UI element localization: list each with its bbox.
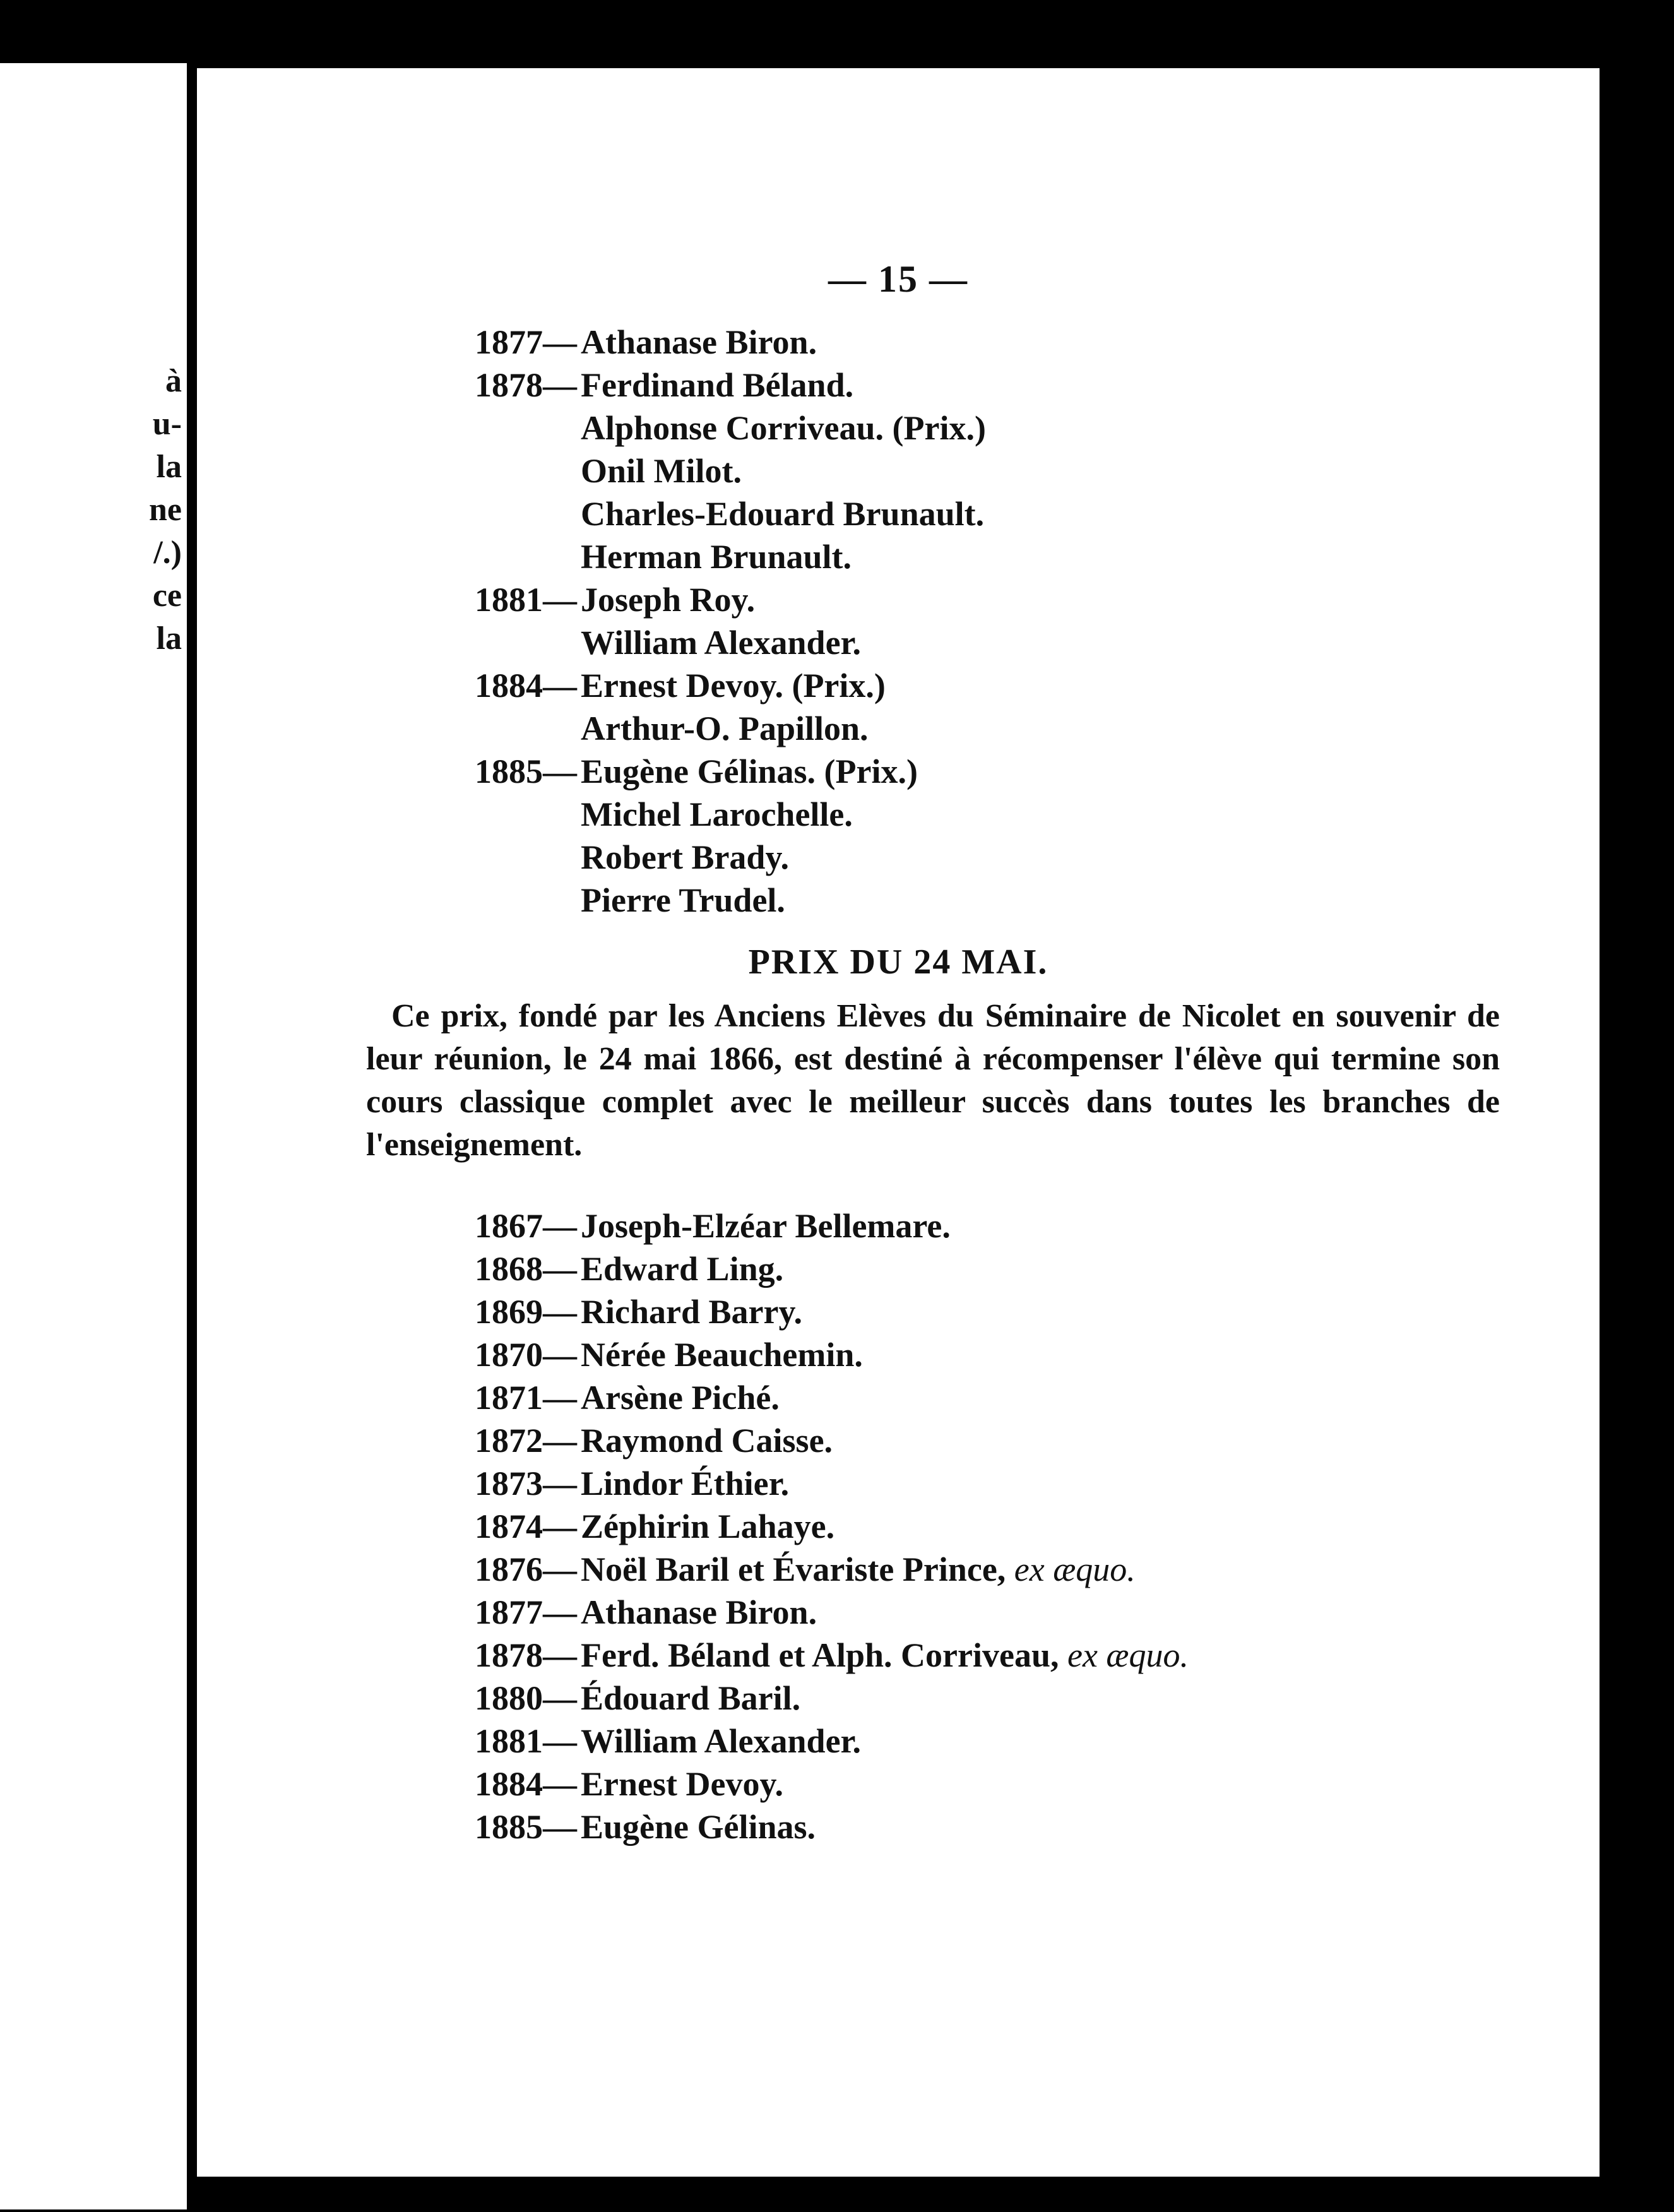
page-number: — 15 — xyxy=(828,258,968,300)
document-page xyxy=(197,68,1600,2177)
list-item xyxy=(475,1591,1189,1634)
list-year: 1876— xyxy=(475,1550,577,1588)
list-year: 1884— xyxy=(475,1765,577,1803)
list-item xyxy=(475,1247,1189,1290)
list-item xyxy=(475,1333,1189,1376)
scan-border xyxy=(1600,0,1674,2212)
list-year: 1870— xyxy=(475,1336,577,1374)
list-item xyxy=(475,793,986,836)
prev-page-fragment: à xyxy=(165,363,182,399)
list-name: Joseph Roy. xyxy=(581,581,756,619)
list-item xyxy=(475,535,986,578)
list-item xyxy=(475,664,986,707)
list-name: Raymond Caisse. xyxy=(581,1422,833,1460)
list-item xyxy=(475,1376,1189,1419)
list-item xyxy=(475,1763,1189,1805)
list-item xyxy=(475,1720,1189,1763)
list-year: 1868— xyxy=(475,1250,577,1288)
list-name: Eugène Gélinas. (Prix.) xyxy=(581,752,918,790)
list-item xyxy=(475,364,986,407)
prev-page-fragment: u- xyxy=(152,406,182,442)
prev-page-fragment: ne xyxy=(149,492,182,528)
list-name: Ferd. Béland et Alph. Corriveau, xyxy=(581,1636,1067,1674)
list-name: Nérée Beauchemin. xyxy=(581,1336,863,1374)
list-name: Richard Barry. xyxy=(581,1293,802,1331)
list-year: 1880— xyxy=(475,1679,577,1717)
list-name: Edward Ling. xyxy=(581,1250,784,1288)
list-year: 1878— xyxy=(475,366,577,404)
list-year: 1869— xyxy=(475,1293,577,1331)
list-name: William Alexander. xyxy=(581,1722,862,1760)
list-item xyxy=(475,621,986,664)
list-year: 1873— xyxy=(475,1465,577,1502)
list-name: Alphonse Corriveau. (Prix.) xyxy=(581,409,986,447)
list-item xyxy=(475,578,986,621)
list-year: 1884— xyxy=(475,667,577,705)
prev-page-fragment: la xyxy=(156,449,182,485)
list-item xyxy=(475,492,986,535)
list-name: Lindor Éthier. xyxy=(581,1465,790,1502)
list-item xyxy=(475,879,986,922)
list-name: Ernest Devoy. xyxy=(581,1765,783,1803)
paragraph-text: Ce prix, fondé par les Anciens Elèves du Séminaire de Nicolet en souvenir de leur réunion, le 24 mai 1866, est destiné à récompenser l'élève qui termine son cours classique complet avec le meilleur succès dans toutes les branches de l'enseignement. xyxy=(366,998,1500,1163)
list-name: William Alexander. xyxy=(581,624,862,662)
list-name: Eugène Gélinas. xyxy=(581,1808,816,1846)
description-paragraph xyxy=(366,995,1500,1167)
list-name: Noël Baril et Évariste Prince, xyxy=(581,1550,1014,1588)
list-item xyxy=(475,1462,1189,1505)
list-year: 1871— xyxy=(475,1379,577,1417)
list-item xyxy=(475,750,986,793)
list-item xyxy=(475,1204,1189,1247)
prev-page-fragment: ce xyxy=(152,578,182,614)
section-heading: PRIX DU 24 MAI. xyxy=(748,942,1048,982)
list-item xyxy=(475,1634,1189,1677)
list-item xyxy=(475,1419,1189,1462)
list-note: ex æquo. xyxy=(1014,1550,1136,1588)
list-year: 1877— xyxy=(475,323,577,361)
list-item xyxy=(475,1548,1189,1591)
prev-page-fragment: la xyxy=(156,621,182,657)
list-item xyxy=(475,1290,1189,1333)
list-name: Robert Brady. xyxy=(581,838,789,876)
list-name: Charles-Edouard Brunault. xyxy=(581,495,985,533)
list-name: Michel Larochelle. xyxy=(581,795,853,833)
list-name: Zéphirin Lahaye. xyxy=(581,1507,835,1545)
list-note: ex æquo. xyxy=(1067,1636,1189,1674)
list-year: 1881— xyxy=(475,1722,577,1760)
list-year: 1885— xyxy=(475,1808,577,1846)
list-item xyxy=(475,1805,1189,1848)
list-name: Onil Milot. xyxy=(581,452,742,490)
list-item xyxy=(475,407,986,449)
list-name: Ferdinand Béland. xyxy=(581,366,854,404)
list-item xyxy=(475,449,986,492)
list-item xyxy=(475,707,986,750)
list-item xyxy=(475,1505,1189,1548)
list-item xyxy=(475,1677,1189,1720)
laureates-list-1 xyxy=(475,321,986,922)
list-year: 1885— xyxy=(475,752,577,790)
list-name: Ernest Devoy. (Prix.) xyxy=(581,667,886,705)
list-year: 1877— xyxy=(475,1593,577,1631)
list-item xyxy=(475,836,986,879)
prev-page-fragment: /.) xyxy=(153,535,182,571)
list-name: Athanase Biron. xyxy=(581,323,817,361)
list-name: Joseph-Elzéar Bellemare. xyxy=(581,1207,951,1245)
previous-page-edge xyxy=(0,63,187,2209)
list-year: 1867— xyxy=(475,1207,577,1245)
list-year: 1874— xyxy=(475,1507,577,1545)
list-name: Herman Brunault. xyxy=(581,538,852,576)
list-name: Athanase Biron. xyxy=(581,1593,817,1631)
laureates-list-2 xyxy=(475,1204,1189,1848)
list-item xyxy=(475,321,986,364)
list-year: 1872— xyxy=(475,1422,577,1460)
list-name: Pierre Trudel. xyxy=(581,881,785,919)
list-year: 1881— xyxy=(475,581,577,619)
list-name: Arsène Piché. xyxy=(581,1379,780,1417)
list-year: 1878— xyxy=(475,1636,577,1674)
list-name: Édouard Baril. xyxy=(581,1679,801,1717)
list-name: Arthur-O. Papillon. xyxy=(581,710,869,747)
